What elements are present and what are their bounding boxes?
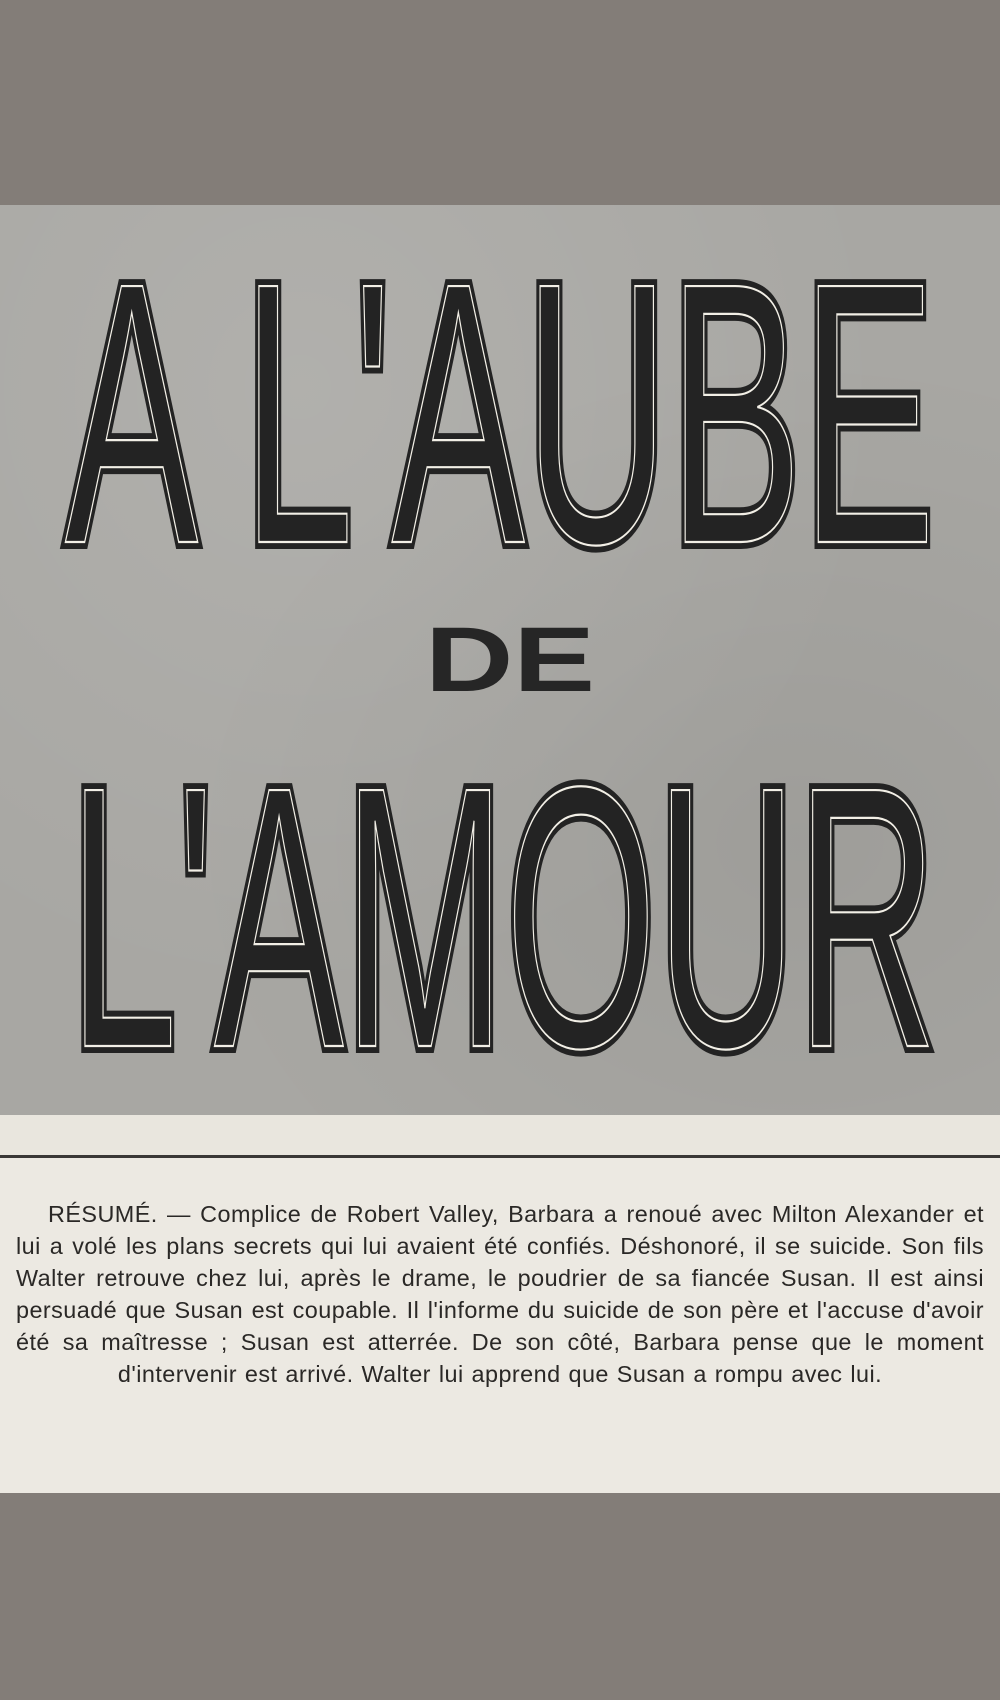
title-line-1 [65,205,935,621]
title-line-1-fill: A L'AUBE [65,205,935,621]
title-graphic [0,205,1000,1115]
title-line-3-fill: L'AMOUR [69,709,937,1115]
title-panel [0,205,1000,1115]
separator-band [0,1115,1000,1155]
title-line-1-inline: A L'AUBE [65,205,935,621]
summary-label: RÉSUMÉ. [48,1201,158,1227]
summary-text: — Complice de Robert Valley, Barbara a renoué avec Milton Alexander et lui a volé les plans secrets qui lui avaient été confiés. Déshonoré, il se suicide. Son fils Walter retrouve chez lui, après le drame, le poudrier de sa fiancée Susan. Il est ainsi persuadé que Susan est coupable. Il l'informe du suicide de son père et l'accuse d'avoir été sa maîtresse ; Susan est atterrée. De son côté, Barbara pense que le moment d'intervenir est arrivé. Walter lui apprend que Susan a rompu avec lui. [16,1201,984,1387]
magazine-clipping [0,205,1000,1493]
title-line-2: DE [425,609,595,711]
summary-paragraph [16,1199,984,1390]
title-line-3-inline: L'AMOUR [69,709,937,1115]
separator-rule [0,1155,1000,1158]
title-line-3 [69,709,937,1115]
